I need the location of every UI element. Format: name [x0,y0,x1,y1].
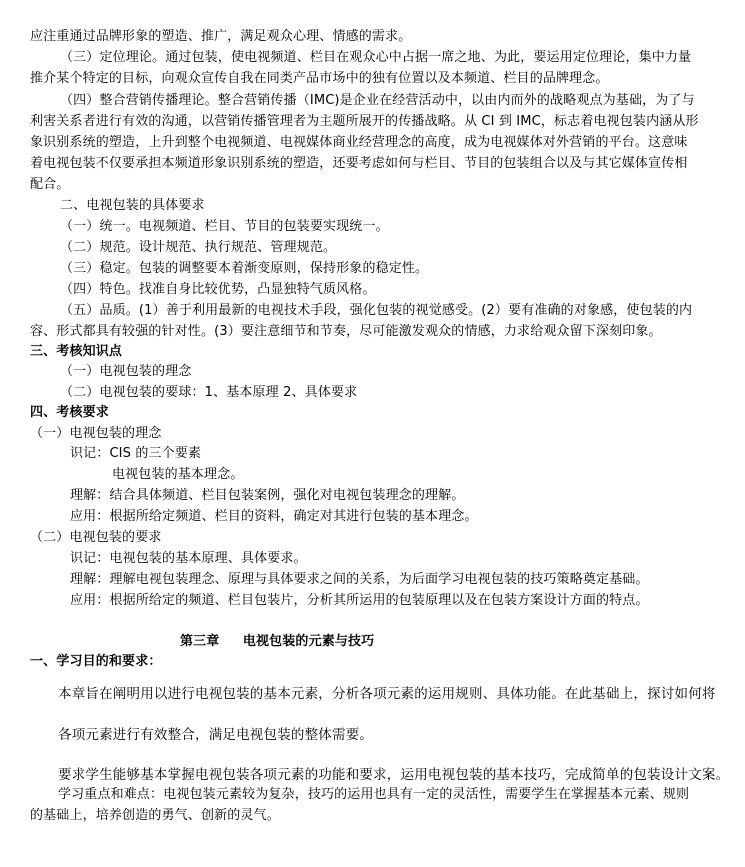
section-heading: 二、电视包装的具体要求 [60,198,205,213]
list-item: （一）电视包装的理念 [60,364,192,379]
list-item: （四）特色。找准自身比较优势，凸显独特气质风格。 [60,282,376,297]
subsection-heading: （二）电视包装的要求 [30,530,162,545]
list-item: 应用：根据所给定频道、栏目的资料，确定对其进行包装的基本理念。 [70,509,478,524]
paragraph-line: 应注重通过品牌形象的塑造、推广，满足观众心理、情感的需求。 [30,29,412,44]
section-heading: 三、考核知识点 [30,344,123,359]
list-item: 应用：根据所给定的频道、栏目包装片，分析其所运用的包装原理以及在包装方案设计方面的特点。 [70,593,649,608]
paragraph-line: 的基础上，培养创造的勇气、创新的灵气。 [30,808,280,823]
list-item: 识记：电视包装的基本原理、具体要求。 [70,551,307,566]
chapter-title: 第三章 电视包装的元素与技巧 [180,634,375,649]
list-item: （三）稳定。包装的调整要本着渐变原则，保持形象的稳定性。 [60,261,429,276]
list-item: 理解：结合具体频道、栏目包装案例，强化对电视包装理念的理解。 [70,488,465,503]
section-heading: 四、考核要求 [30,405,109,420]
list-item: （二）电视包装的要球：1、基本原理 2、具体要求 [60,385,358,400]
paragraph-line: 着电视包装不仅要承担本频道形象识别系统的塑造，还要考虑如何与栏目、节目的包装组合以及与其它媒体宣传相 [30,156,688,171]
list-item: （二）规范。设计规范、执行规范、管理规范。 [60,240,337,255]
paragraph-line: 本章旨在阐明用以进行电视包装的基本元素，分析各项元素的运用规则、具体功能。在此基础上，探讨如何将 [58,686,716,702]
list-item: 容、形式都具有较强的针对性。(3）要注意细节和节奏，尽可能激发观众的情感，力求给观众留下深刻印象。 [30,324,662,339]
list-item: 电视包装的基本理念。 [112,467,244,482]
section-heading: 一、学习目的和要求： [30,654,162,669]
list-item: 理解：理解电视包装理念、原理与具体要求之间的关系，为后面学习电视包装的技巧策略奠定基础。 [70,572,649,587]
paragraph-line: （三）定位理论。通过包装，使电视频道、栏目在观众心中占据一席之地、为此，要运用定位理论，集中力量 [60,50,692,65]
list-item: （一）统一。电视频道、栏目、节目的包装要实现统一。 [60,219,389,234]
paragraph-line: 象识别系统的塑造，上升到整个电视频道、电视媒体商业经营理念的高度，成为电视媒体对外营销的平台。这意味 [30,135,688,150]
paragraph-line: 配合。 [30,177,70,192]
paragraph-line: 各项元素进行有效整合，满足电视包装的整体需要。 [58,727,374,743]
list-item: 识记：CIS 的三个要素 [70,446,202,461]
paragraph-line: 推介某个特定的目标，向观众宣传自我在同类产品市场中的独有位置以及本频道、栏目的品牌理念。 [30,71,609,86]
subsection-heading: （一）电视包装的理念 [30,426,162,441]
paragraph-line: 利害关系者进行有效的沟通，以营销传播管理者为主题所展开的传播战略。从 CI 到 IMC，标志着电视包装内涵从形 [30,114,699,129]
list-item: （五）品质。(1）善于利用最新的电视技术手段，强化包装的视觉感受。(2）要有准确的对象感，使包装的内 [60,303,693,318]
paragraph-line: 要求学生能够基本掌握电视包装各项元素的功能和要求，运用电视包装的基本技巧，完成简单的包装设计文案。 [58,767,730,783]
paragraph-line: （四）整合营销传播理论。整合营销传播（IMC)是企业在经营活动中，以由内而外的战略观点为基础，为了与 [60,93,695,108]
paragraph-line: 学习重点和难点：电视包装元素较为复杂，技巧的运用也具有一定的灵活性，需要学生在掌握基本元素、规则 [58,787,690,802]
